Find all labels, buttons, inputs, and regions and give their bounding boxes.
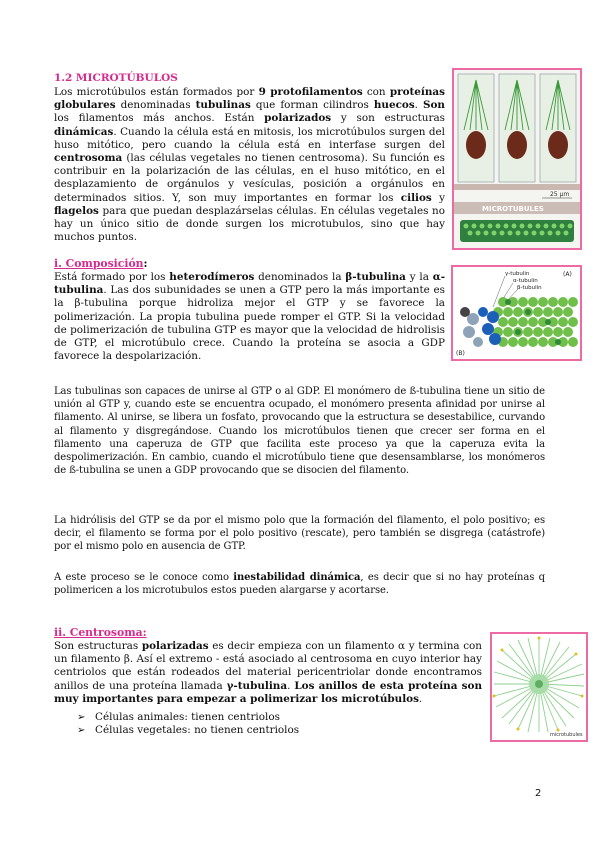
microtubules-cells-illustration [454, 70, 580, 248]
centrosoma-heading: ii. Centrosoma: [54, 626, 147, 639]
centriole [535, 680, 543, 688]
cell-2 [499, 74, 535, 182]
beta-tubulin-label: β-tubulin [517, 285, 542, 291]
tubulin-illustration [453, 267, 580, 359]
microtubules-cells-figure [452, 68, 582, 250]
panel-a-label: (A) [563, 271, 572, 278]
microtubules-caption: microtubules [550, 732, 583, 738]
microtubules-label: MICROTUBULES [482, 205, 544, 213]
section-title: 1.2 MICROTÚBULOS [54, 72, 178, 84]
composicion-paragraph: Está formado por los heterodímeros denominados la β-tubulina y la α-tubulina. Las dos subunidades se unen a GTP pero la más importante es la β-tubulina porque hidroliza mejor el GTP y se favorece la polimerización. La propia tubulina puede romper el GTP. Si la velocidad de polimerización de tubulina GTP es mayor que la velocidad de hidrolisis de GTP, el microtúbulo crece. Cuando la proteína se asocia a GDP favorece la despolarización. [54, 271, 446, 363]
centrosome-aster-illustration [492, 634, 586, 740]
arrow-bullet-icon: ➢ [77, 712, 86, 723]
arrow-bullet-icon: ➢ [77, 725, 86, 737]
inestabilidad-paragraph: A este proceso se le conoce como inestabilidad dinámica, es decir que si no hay proteínas q polimericen a los microtubulos estos pueden alargarse y acortarse. [54, 572, 545, 597]
cell-1 [458, 74, 494, 182]
centrosome-figure [490, 632, 588, 742]
panel-b-label: (B) [456, 350, 465, 357]
list-item: ➢ Células animales: tienen centriolos [77, 711, 280, 723]
hidrolisis-paragraph: La hidrólisis del GTP se da por el mismo polo que la formación del filamento, el polo positivo; es decir, el filamento se forma por el polo positivo (rescate), pero también se disgrega (catástrofe) por el mismo polo en ausencia de GTP. [54, 515, 545, 553]
composicion-heading: i. Composición: [54, 257, 148, 270]
tubulin-lattice [460, 297, 578, 347]
intro-paragraph: Los microtúbulos están formados por 9 protofilamentos con proteínas globulares denominadas tubulinas que forman cilindros huecos. Son los filamentos más anchos. Están polarizados y son estructuras dinámicas. Cuando la célula está en mitosis, los microtúbulos surgen del huso mitótico, pero cuando la célula está en interfase surgen del centrosoma (las células vegetales no tienen centrosoma). Su función es contribuir en la polarización de las células, en el huso mitótico, en el desplazamiento de orgánulos y vesículas, posición a orgánulos en determinados sitios. Y, son muy importantes en formar los cilios y flagelos para que puedan desplazárselas células. En células vegetales no hay un único sitio de donde surgen los microtubulos, sino que hay muchos puntos. [54, 86, 445, 244]
tubulin-figure [451, 265, 582, 361]
gamma-tubulin-label: γ-tubulin [505, 271, 530, 277]
alpha-tubulin-label: α-tubulin [513, 278, 538, 284]
gtp-paragraph: Las tubulinas son capaces de unirse al GTP o al GDP. El monómero de ß-tubulina tiene un sitio de unión al GTP y, cuando este se encuentra ocupado, el monómero presenta afinidad por unirse al filamento. Al unirse, se libera un fosfato, provocando que la estructura se desestabilice, curvando al filamento y disgregándose. Cuando los microtúbulos tienen que crecer ser forma en el filamento una caperuza de GTP que facilita este proceso ya que la caperuza evita la despolimerización. En cambio, cuando el microtúbulo tiene que desensamblarse, los monómeros de ß-tubulina se unen a GDP provocando que se disocien del filamento. [54, 386, 545, 477]
cell-3 [540, 74, 576, 182]
microtubule-lattice [460, 220, 574, 242]
centriole-list [77, 711, 377, 737]
page-number: 2 [535, 788, 542, 799]
centrosoma-paragraph: Son estructuras polarizadas es decir empieza con un filamento α y termina con un filamento β. Así el extremo - está asociado al centrosoma en cuyo interior hay centriolos que están rodeados del material pericentriolar donde encontramos anillos de una proteína llamada γ-tubulina. Los anillos de esta proteína son muy importantes para empezar a polimerizar los microtúbulos. [54, 640, 483, 705]
scale-label: 25 µm [550, 191, 570, 198]
list-item: ➢ Células vegetales: no tienen centriolos [77, 724, 300, 737]
